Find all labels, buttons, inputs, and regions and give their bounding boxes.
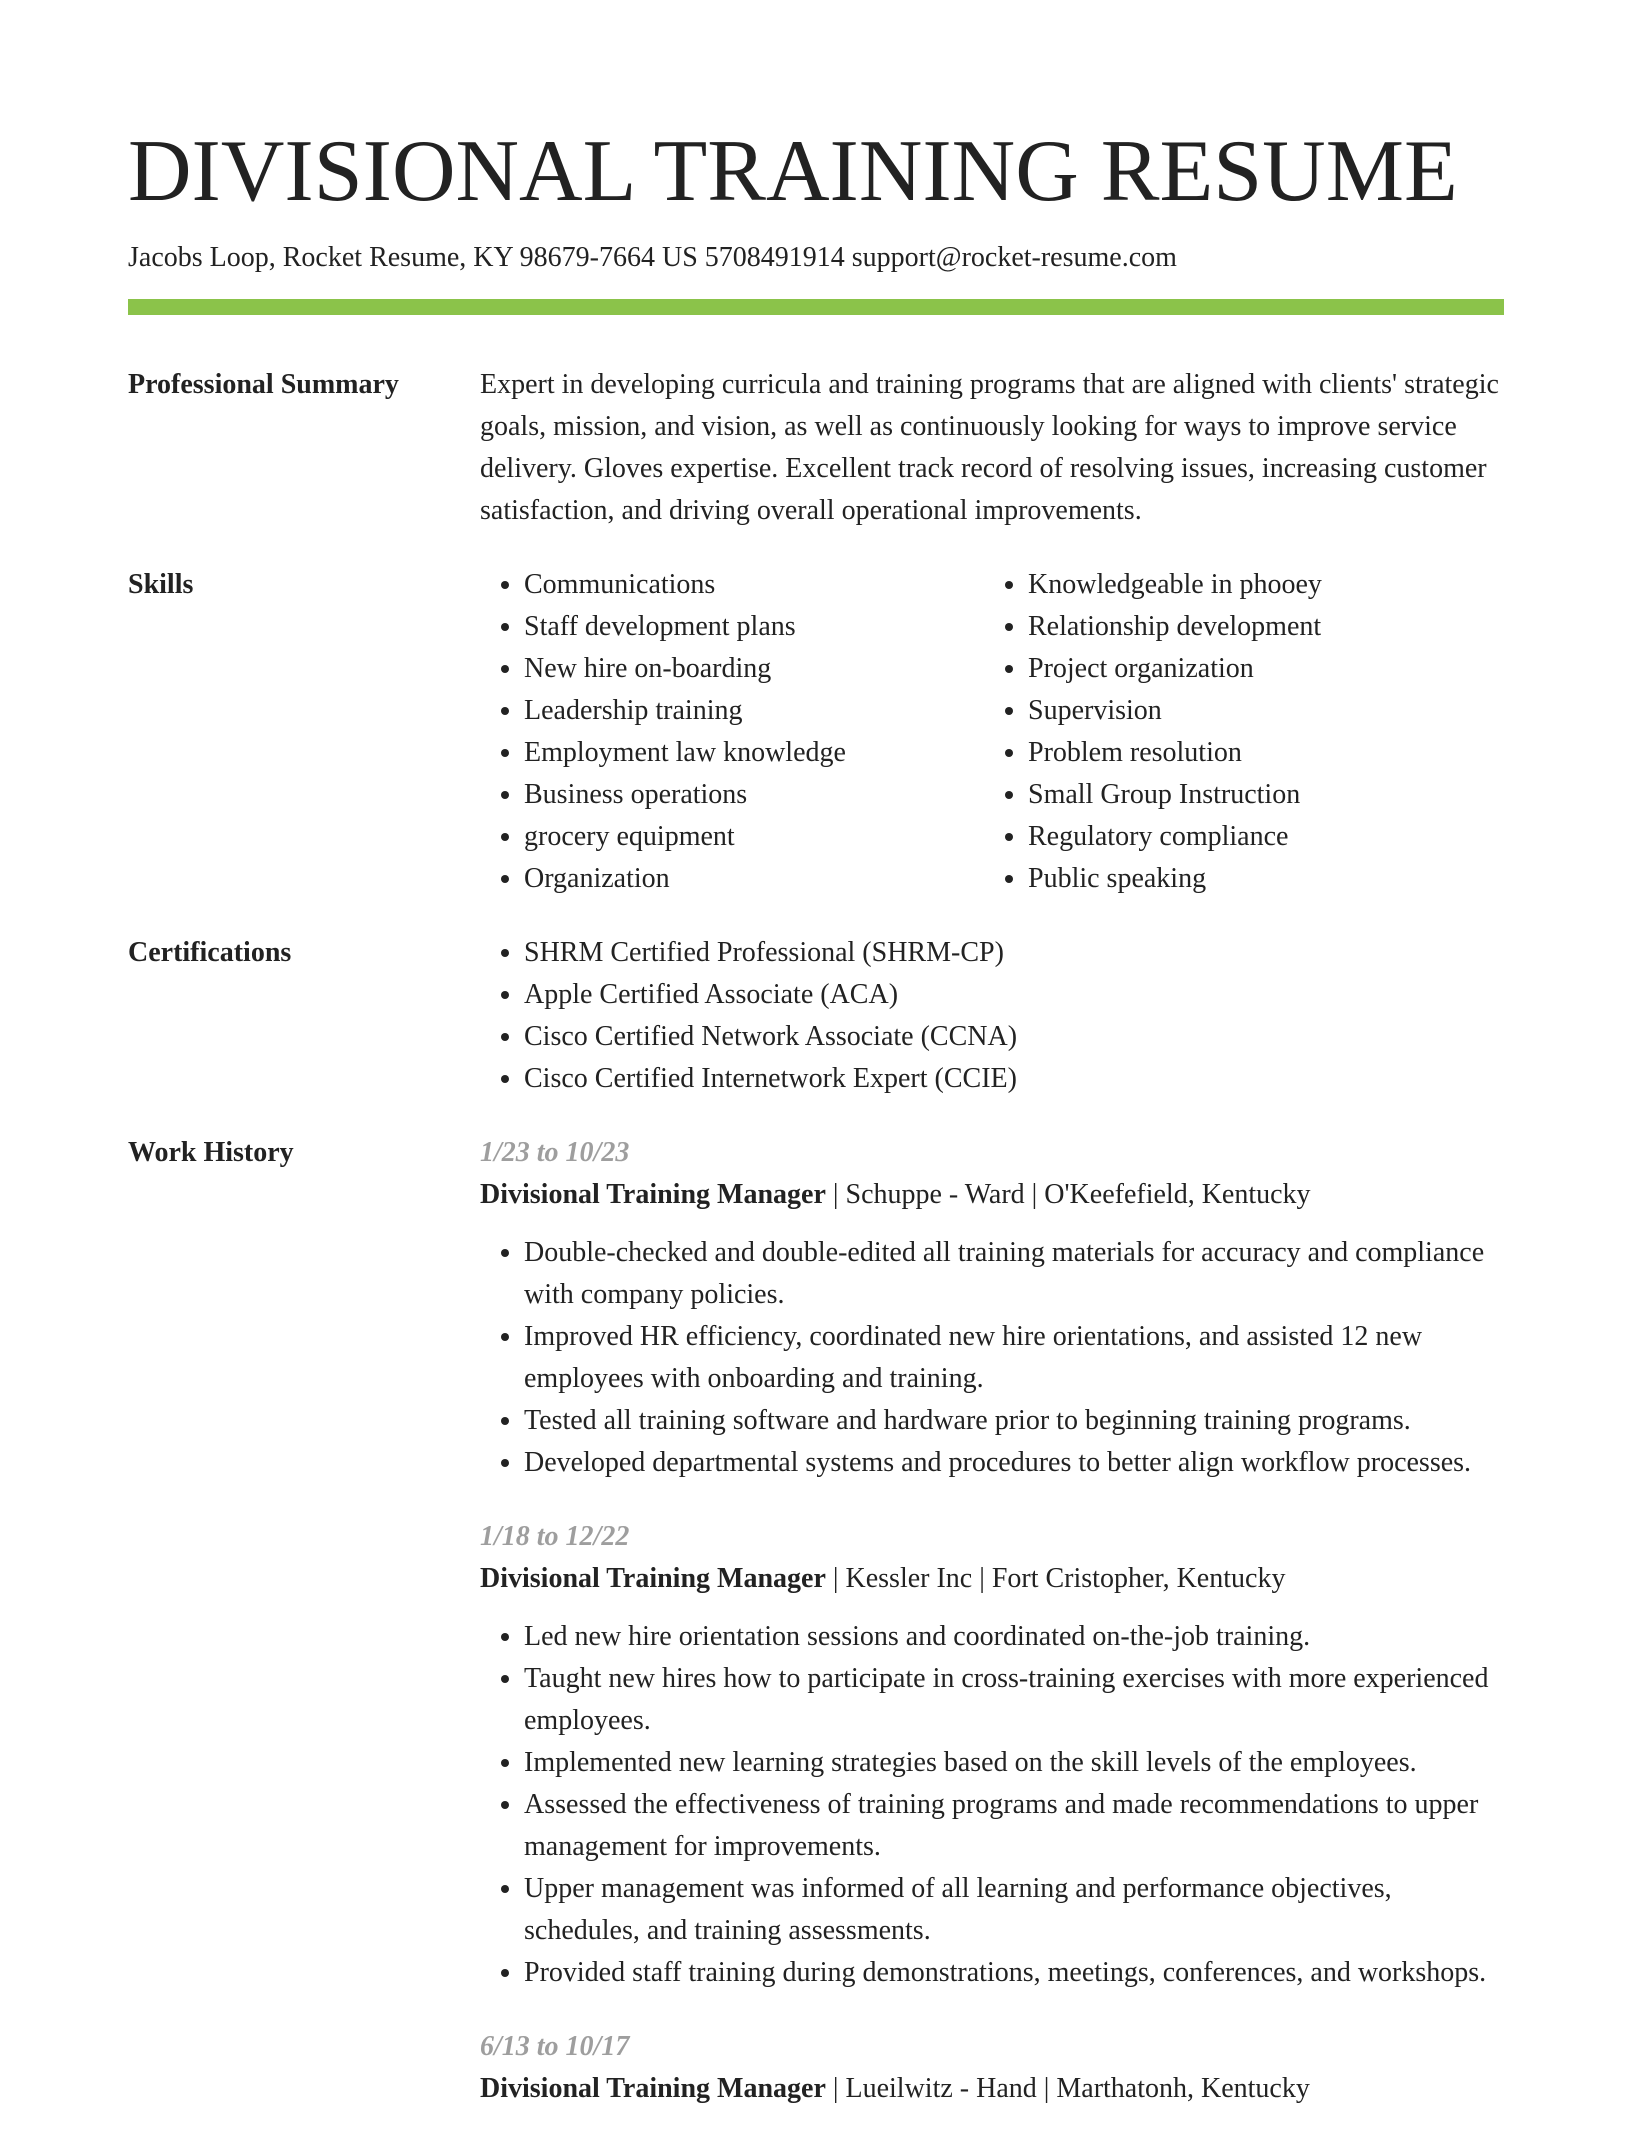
job-employer-location: | Schuppe - Ward | O'Keefefield, Kentucky [825, 1179, 1311, 1210]
work-history-body [480, 1132, 1504, 2142]
skill-item: • Public speaking [1028, 858, 1488, 900]
job-bullet: • Taught new hires how to participate in cross-training exercises with more experienced employees. [524, 1658, 1504, 1742]
job-heading [480, 2068, 1504, 2110]
job-bullet: • Upper management was informed of all learning and performance objectives, schedules, and training assessments. [524, 1868, 1504, 1952]
job-bullet: • Developed departmental systems and procedures to better align workflow processes. [524, 1442, 1504, 1484]
job-bullet: • Implemented new learning strategies based on the skill levels of the employees. [524, 1742, 1504, 1784]
skill-item: • Small Group Instruction [1028, 774, 1488, 816]
skill-item: • Communications [524, 564, 984, 606]
skill-item: • Project organization [1028, 648, 1488, 690]
skill-item: • Staff development plans [524, 606, 984, 648]
job-bullet: • Assessed the effectiveness of training programs and made recommendations to upper management for improvements. [524, 1784, 1504, 1868]
certification-item: • Apple Certified Associate (ACA) [524, 974, 1504, 1016]
job-bullet: • Double-checked and double-edited all training materials for accuracy and compliance with company policies. [524, 1232, 1504, 1316]
skill-item: • Supervision [1028, 690, 1488, 732]
job-employer-location: | Lueilwitz - Hand | Marthatonh, Kentucky [825, 2073, 1310, 2104]
certifications-section [128, 932, 1504, 1100]
section-label-skills: Skills [128, 569, 194, 600]
skills-list-2 [984, 564, 1488, 900]
skill-item: • Problem resolution [1028, 732, 1488, 774]
skill-item: • New hire on-boarding [524, 648, 984, 690]
contact-info: Jacobs Loop, Rocket Resume, KY 98679-7664 US 5708491914 support@rocket-resume.com [128, 242, 1177, 273]
resume-title: DIVISIONAL TRAINING RESUME [128, 123, 1458, 220]
skill-item: • grocery equipment [524, 816, 984, 858]
skill-item: • Knowledgeable in phooey [1028, 564, 1488, 606]
job-employer-location: | Kessler Inc | Fort Cristopher, Kentucky [825, 1563, 1286, 1594]
certifications-body [480, 932, 1504, 1100]
job-bullets [480, 1232, 1504, 1484]
skills-column-2 [984, 564, 1488, 900]
skill-item: • Employment law knowledge [524, 732, 984, 774]
certification-item: • Cisco Certified Network Associate (CCNA) [524, 1016, 1504, 1058]
work-history-section [128, 1132, 1504, 2142]
skill-item: • Relationship development [1028, 606, 1488, 648]
certifications-list [480, 932, 1504, 1100]
job-title: Divisional Training Manager [480, 1563, 826, 1594]
job-dates: 1/23 to 10/23 [480, 1137, 630, 1168]
job-bullet: • Improved HR efficiency, coordinated new hire orientations, and assisted 12 new employees with onboarding and training. [524, 1316, 1504, 1400]
job-bullet: • Tested all training software and hardware prior to beginning training programs. [524, 1400, 1504, 1442]
skills-section [128, 564, 1504, 900]
section-label-work-history: Work History [128, 1137, 294, 1168]
skills-list-1 [480, 564, 984, 900]
skill-item: • Organization [524, 858, 984, 900]
job-dates: 1/18 to 12/22 [480, 1521, 630, 1552]
skill-item: • Leadership training [524, 690, 984, 732]
job-entry [480, 1516, 1504, 1994]
section-label-summary: Professional Summary [128, 369, 399, 400]
resume-page [128, 0, 1504, 2142]
professional-summary-section [128, 364, 1504, 532]
section-label-certifications: Certifications [128, 937, 292, 968]
job-bullets [480, 1616, 1504, 1994]
skills-columns [480, 564, 1504, 900]
certification-item: • SHRM Certified Professional (SHRM-CP) [524, 932, 1504, 974]
job-bullet: • Provided staff training during demonstrations, meetings, conferences, and workshops. [524, 1952, 1504, 1994]
job-dates: 6/13 to 10/17 [480, 2031, 630, 2062]
job-heading [480, 1174, 1504, 1216]
skills-column-1 [480, 564, 984, 900]
header-accent-rule [128, 299, 1504, 315]
skill-item: • Regulatory compliance [1028, 816, 1488, 858]
summary-text: Expert in developing curricula and training programs that are aligned with clients' strategic goals, mission, and vision, as well as continuously looking for ways to improve service delivery. Gloves expertise. Excellent track record of resolving issues, increasing customer satisfaction, and driving overall operational improvements. [480, 369, 1499, 526]
job-title: Divisional Training Manager [480, 1179, 826, 1210]
job-bullet: • Led new hire orientation sessions and coordinated on-the-job training. [524, 1616, 1504, 1658]
job-entry [480, 1132, 1504, 1484]
skill-item: • Business operations [524, 774, 984, 816]
job-heading [480, 1558, 1504, 1600]
job-title: Divisional Training Manager [480, 2073, 826, 2104]
job-entry [480, 2026, 1504, 2110]
certification-item: • Cisco Certified Internetwork Expert (CCIE) [524, 1058, 1504, 1100]
